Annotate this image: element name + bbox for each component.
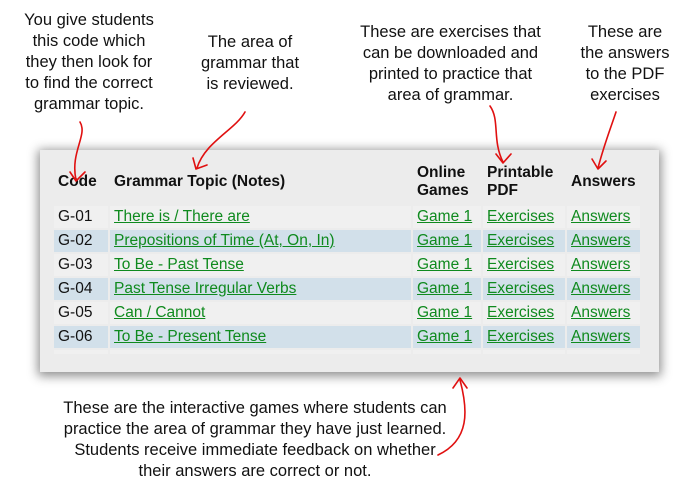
exercises-link[interactable]: Exercises: [487, 304, 555, 321]
topic-annotation: The area of grammar that is reviewed.: [200, 33, 300, 93]
header-games: [413, 160, 481, 204]
table-row-cutoff: [54, 350, 640, 354]
code-annotation: You give students this code which they then look for to find the correct grammar topic.: [24, 11, 154, 113]
cutoff-cell: [110, 350, 411, 354]
table-row: [54, 326, 640, 348]
row-code: G-06: [54, 326, 108, 348]
exercises-link[interactable]: Exercises: [487, 328, 555, 345]
answers-cell: [567, 254, 640, 276]
cutoff-cell: [567, 350, 640, 354]
answers-cell: [567, 206, 640, 228]
header-games-line1: Online: [417, 164, 466, 181]
game-link[interactable]: Game 1: [417, 256, 473, 273]
row-code: G-03: [54, 254, 108, 276]
exercises-link[interactable]: Exercises: [487, 208, 555, 225]
games-annotation: These are the interactive games where students can practice the area of grammar they have just learned. Students receive immediate feedback on whether their answers are correct or not.: [63, 399, 447, 480]
pdf-cell: [483, 230, 565, 252]
exercises-link[interactable]: Exercises: [487, 280, 555, 297]
topic-cell: [110, 230, 411, 252]
topic-cell: [110, 326, 411, 348]
topic-cell: [110, 302, 411, 324]
answers-link[interactable]: Answers: [571, 208, 631, 225]
row-code: G-04: [54, 278, 108, 300]
answers-cell: [567, 326, 640, 348]
row-code: G-05: [54, 302, 108, 324]
cutoff-cell: [483, 350, 565, 354]
pdf-cell: [483, 206, 565, 228]
pdf-cell: [483, 326, 565, 348]
topic-link[interactable]: Past Tense Irregular Verbs: [114, 280, 297, 297]
pdf-cell: [483, 302, 565, 324]
table-row: [54, 302, 640, 324]
topic-cell: [110, 206, 411, 228]
pdf-cell: [483, 254, 565, 276]
exercises-link[interactable]: Exercises: [487, 256, 555, 273]
topic-link[interactable]: Prepositions of Time (At, On, In): [114, 232, 335, 249]
answers-link[interactable]: Answers: [571, 256, 631, 273]
header-games-line2: Games: [417, 182, 469, 199]
arrow-to-games-head-icon: [453, 378, 467, 388]
topic-link[interactable]: Can / Cannot: [114, 304, 206, 321]
table-header-row: [54, 160, 640, 204]
row-code: G-01: [54, 206, 108, 228]
games-cell: [413, 230, 481, 252]
game-link[interactable]: Game 1: [417, 304, 473, 321]
grammar-table: [52, 158, 642, 356]
answers-cell: [567, 230, 640, 252]
header-pdf-line1: Printable: [487, 164, 554, 181]
games-cell: [413, 326, 481, 348]
answers-cell: [567, 302, 640, 324]
header-answers: Answers: [571, 173, 636, 190]
header-pdf: [483, 160, 565, 204]
exercises-link[interactable]: Exercises: [487, 232, 555, 249]
topic-link[interactable]: There is / There are: [114, 208, 250, 225]
game-link[interactable]: Game 1: [417, 280, 473, 297]
table-row: [54, 278, 640, 300]
header-code: Code: [58, 173, 97, 190]
games-cell: [413, 278, 481, 300]
topic-link[interactable]: To Be - Present Tense: [114, 328, 267, 345]
answers-link[interactable]: Answers: [571, 304, 631, 321]
cutoff-cell: [413, 350, 481, 354]
answers-link[interactable]: Answers: [571, 232, 631, 249]
games-cell: [413, 206, 481, 228]
header-pdf-line2: PDF: [487, 182, 518, 199]
pdf-annotation: These are exercises that can be downloaded and printed to practice that area of grammar.: [360, 23, 541, 104]
topic-cell: [110, 278, 411, 300]
answers-link[interactable]: Answers: [571, 328, 631, 345]
game-link[interactable]: Game 1: [417, 208, 473, 225]
pdf-cell: [483, 278, 565, 300]
games-cell: [413, 254, 481, 276]
answers-link[interactable]: Answers: [571, 280, 631, 297]
topic-cell: [110, 254, 411, 276]
game-link[interactable]: Game 1: [417, 232, 473, 249]
row-code: G-02: [54, 230, 108, 252]
table-row: [54, 254, 640, 276]
topic-link[interactable]: To Be - Past Tense: [114, 256, 244, 273]
table-row: [54, 230, 640, 252]
games-cell: [413, 302, 481, 324]
cutoff-cell: [54, 350, 108, 354]
answers-annotation: These are the answers to the PDF exercises: [580, 23, 670, 104]
answers-cell: [567, 278, 640, 300]
grammar-table-card: [40, 150, 659, 372]
game-link[interactable]: Game 1: [417, 328, 473, 345]
table-row: [54, 206, 640, 228]
header-topic: Grammar Topic (Notes): [114, 173, 286, 190]
